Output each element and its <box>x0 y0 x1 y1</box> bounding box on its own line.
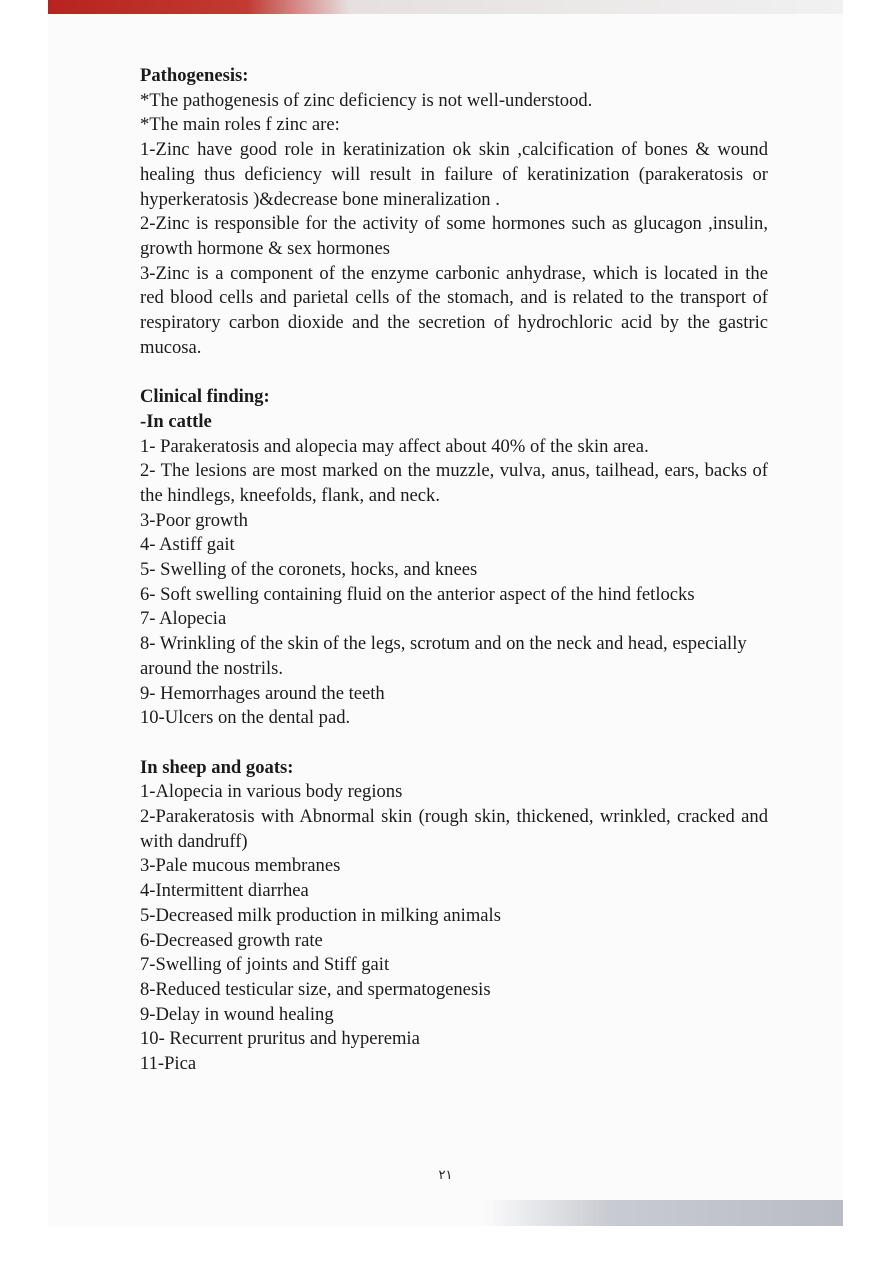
section-spacer <box>140 731 768 756</box>
list-item: 2- The lesions are most marked on the muzzle, vulva, anus, tailhead, ears, backs of the hindlegs, kneefolds, flank, and neck. <box>140 460 768 506</box>
list-item: 7-Swelling of joints and Stiff gait <box>140 954 390 976</box>
list-item: 6-Decreased growth rate <box>140 929 323 951</box>
subsection-heading: -In cattle <box>140 410 212 432</box>
list-item: 9-Delay in wound healing <box>140 1003 334 1025</box>
scan-edge-strip <box>48 0 843 14</box>
list-item: 1- Parakeratosis and alopecia may affect about 40% of the skin area. <box>140 435 649 457</box>
section-clinical-finding <box>140 385 768 731</box>
list-item: 11-Pica <box>140 1053 197 1075</box>
list-item: 3-Pale mucous membranes <box>140 855 341 877</box>
section-heading: Pathogenesis: <box>140 65 249 86</box>
section-heading: In sheep and goats: <box>140 756 294 778</box>
list-item: 5-Decreased milk production in milking animals <box>140 904 501 926</box>
list-item: 1-Zinc have good role in keratinization ok skin ,calcification of bones & wound healing thus deficiency will result in failure of keratinization (parakeratosis or hyperkeratosis )&decrease bone mineralization . <box>140 139 768 210</box>
list-item: 10- Recurrent pruritus and hyperemia <box>140 1028 420 1050</box>
page-number: ٢١ <box>438 1168 453 1183</box>
list-item: 3-Zinc is a component of the enzyme carbonic anhydrase, which is located in the red blood cells and parietal cells of the stomach, and is related to the transport of respiratory carbon dioxide and the secretion of hydrochloric acid by the gastric mucosa. <box>140 262 768 358</box>
scan-edge-shadow <box>483 1200 843 1226</box>
section-spacer <box>140 360 768 385</box>
scanned-page <box>48 0 843 1226</box>
list-item: 4-Intermittent diarrhea <box>140 880 309 902</box>
list-item: 2-Zinc is responsible for the activity of some hormones such as glucagon ,insulin, growth hormone & sex hormones <box>140 213 768 259</box>
list-item: 2-Parakeratosis with Abnormal skin (rough skin, thickened, wrinkled, cracked and with dandruff) <box>140 806 768 852</box>
section-sheep-and-goats <box>140 756 768 1077</box>
paragraph-line: *The pathogenesis of zinc deficiency is not well-understood. <box>140 89 593 111</box>
list-item: 6- Soft swelling containing fluid on the anterior aspect of the hind fetlocks <box>140 583 695 605</box>
list-item: 8- Wrinkling of the skin of the legs, scrotum and on the neck and head, especially around the nostrils. <box>140 633 747 679</box>
section-heading: Clinical finding: <box>140 386 270 408</box>
list-item: 8-Reduced testicular size, and spermatogenesis <box>140 978 491 1000</box>
section-pathogenesis <box>140 64 768 360</box>
paragraph-line: *The main roles f zinc are: <box>140 114 340 136</box>
list-item: 3-Poor growth <box>140 509 248 531</box>
list-item: 4- Astiff gait <box>140 534 235 556</box>
list-item: 7- Alopecia <box>140 608 227 630</box>
list-item: 10-Ulcers on the dental pad. <box>140 707 351 729</box>
list-item: 9- Hemorrhages around the teeth <box>140 682 385 704</box>
list-item: 1-Alopecia in various body regions <box>140 781 403 803</box>
page-body <box>140 64 768 1077</box>
list-item: 5- Swelling of the coronets, hocks, and knees <box>140 559 478 581</box>
